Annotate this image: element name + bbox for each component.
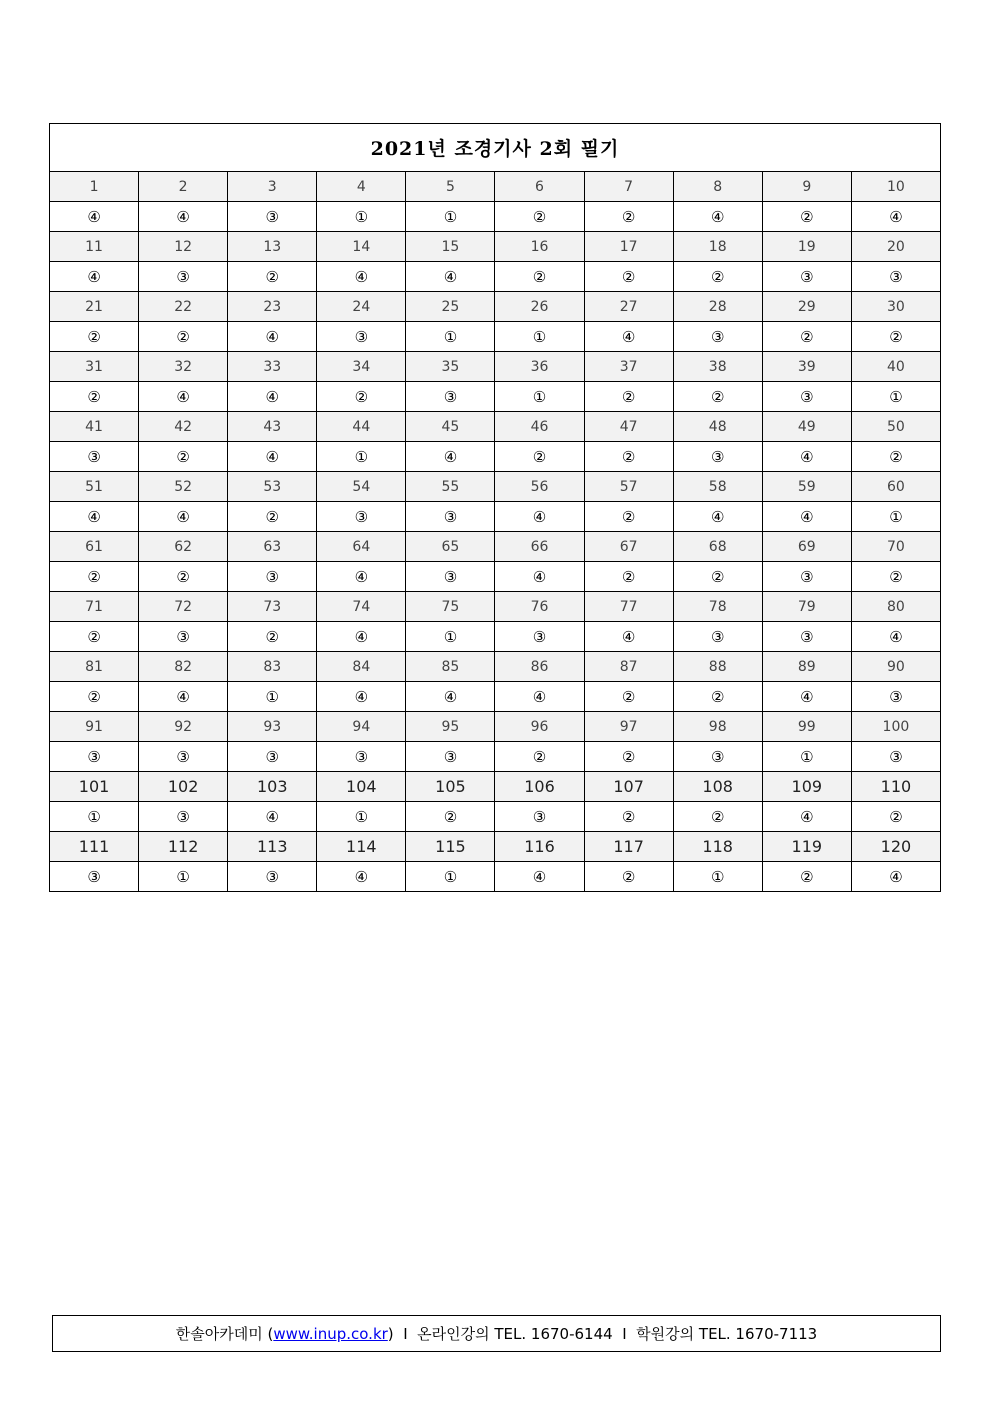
question-number: 104: [317, 772, 406, 802]
question-number: 90: [851, 652, 940, 682]
website-link[interactable]: www.inup.co.kr: [273, 1324, 388, 1343]
answer-cell: ③: [406, 562, 495, 592]
question-number-row: [50, 532, 941, 562]
question-number: 78: [673, 592, 762, 622]
question-number: 42: [139, 412, 228, 442]
answer-cell: ④: [228, 382, 317, 412]
question-number: 27: [584, 292, 673, 322]
question-number: 8: [673, 172, 762, 202]
answer-cell: ③: [228, 742, 317, 772]
answer-cell: ④: [317, 262, 406, 292]
question-number-row: [50, 772, 941, 802]
question-number: 43: [228, 412, 317, 442]
answer-row: [50, 502, 941, 532]
answer-cell: ②: [584, 742, 673, 772]
question-number-row: [50, 412, 941, 442]
answer-row: [50, 562, 941, 592]
answer-cell: ③: [406, 502, 495, 532]
question-number: 66: [495, 532, 584, 562]
question-number: 110: [851, 772, 940, 802]
answer-cell: ④: [584, 622, 673, 652]
question-number: 62: [139, 532, 228, 562]
answer-cell: ④: [406, 262, 495, 292]
answer-cell: ③: [228, 202, 317, 232]
question-number: 80: [851, 592, 940, 622]
answer-cell: ②: [50, 562, 139, 592]
answer-cell: ④: [228, 802, 317, 832]
question-number: 50: [851, 412, 940, 442]
title-row: [50, 124, 941, 172]
question-number: 44: [317, 412, 406, 442]
answer-cell: ③: [406, 382, 495, 412]
answer-cell: ③: [762, 262, 851, 292]
answer-cell: ②: [50, 382, 139, 412]
answer-cell: ①: [673, 862, 762, 892]
answer-cell: ③: [495, 622, 584, 652]
question-number: 5: [406, 172, 495, 202]
question-number: 55: [406, 472, 495, 502]
answer-row: [50, 202, 941, 232]
answer-row: [50, 862, 941, 892]
footer-academy-tel: 학원강의 TEL. 1670-7113: [636, 1325, 818, 1343]
answer-cell: ①: [406, 202, 495, 232]
question-number: 24: [317, 292, 406, 322]
answer-cell: ④: [317, 682, 406, 712]
question-number: 29: [762, 292, 851, 322]
answer-cell: ③: [673, 442, 762, 472]
answer-cell: ④: [139, 502, 228, 532]
answer-cell: ③: [851, 262, 940, 292]
answer-cell: ②: [495, 262, 584, 292]
answer-cell: ②: [495, 742, 584, 772]
answer-cell: ③: [851, 742, 940, 772]
question-number: 57: [584, 472, 673, 502]
answer-cell: ④: [851, 202, 940, 232]
answer-cell: ④: [317, 622, 406, 652]
question-number: 65: [406, 532, 495, 562]
answer-cell: ①: [228, 682, 317, 712]
question-number: 33: [228, 352, 317, 382]
answer-cell: ①: [317, 802, 406, 832]
question-number: 76: [495, 592, 584, 622]
question-number: 20: [851, 232, 940, 262]
question-number: 1: [50, 172, 139, 202]
answer-cell: ①: [851, 502, 940, 532]
answer-cell: ②: [584, 202, 673, 232]
answer-cell: ②: [762, 202, 851, 232]
question-number: 18: [673, 232, 762, 262]
question-number: 74: [317, 592, 406, 622]
question-number: 16: [495, 232, 584, 262]
answer-row: [50, 442, 941, 472]
question-number: 31: [50, 352, 139, 382]
answer-cell: ④: [762, 682, 851, 712]
answer-cell: ③: [317, 502, 406, 532]
question-number: 68: [673, 532, 762, 562]
question-number: 51: [50, 472, 139, 502]
question-number: 56: [495, 472, 584, 502]
question-number: 94: [317, 712, 406, 742]
question-number: 72: [139, 592, 228, 622]
question-number: 88: [673, 652, 762, 682]
question-number: 81: [50, 652, 139, 682]
question-number: 114: [317, 832, 406, 862]
footer-separator: I: [612, 1324, 637, 1343]
question-number: 63: [228, 532, 317, 562]
answer-cell: ①: [317, 442, 406, 472]
answer-table: [49, 123, 941, 892]
answer-cell: ②: [50, 622, 139, 652]
answer-cell: ③: [139, 262, 228, 292]
answer-cell: ①: [495, 322, 584, 352]
question-number: 97: [584, 712, 673, 742]
answer-cell: ③: [317, 742, 406, 772]
question-number: 89: [762, 652, 851, 682]
question-number: 39: [762, 352, 851, 382]
question-number: 49: [762, 412, 851, 442]
question-number: 2: [139, 172, 228, 202]
question-number: 47: [584, 412, 673, 442]
question-number: 98: [673, 712, 762, 742]
question-number: 92: [139, 712, 228, 742]
question-number: 13: [228, 232, 317, 262]
answer-cell: ④: [50, 202, 139, 232]
question-number: 19: [762, 232, 851, 262]
answer-cell: ②: [762, 862, 851, 892]
answer-cell: ③: [50, 742, 139, 772]
question-number: 118: [673, 832, 762, 862]
answer-row: [50, 382, 941, 412]
question-number-row: [50, 172, 941, 202]
answer-cell: ②: [228, 262, 317, 292]
question-number: 70: [851, 532, 940, 562]
answer-cell: ③: [495, 802, 584, 832]
question-number: 116: [495, 832, 584, 862]
question-number: 106: [495, 772, 584, 802]
question-number: 59: [762, 472, 851, 502]
question-number-row: [50, 592, 941, 622]
answer-cell: ③: [762, 382, 851, 412]
question-number: 71: [50, 592, 139, 622]
question-number: 69: [762, 532, 851, 562]
question-number: 100: [851, 712, 940, 742]
answer-cell: ①: [50, 802, 139, 832]
question-number: 3: [228, 172, 317, 202]
answer-cell: ②: [584, 862, 673, 892]
question-number: 48: [673, 412, 762, 442]
answer-row: [50, 322, 941, 352]
footer-academy: 한솔아카데미 (: [175, 1325, 274, 1343]
answer-cell: ④: [228, 442, 317, 472]
question-number: 22: [139, 292, 228, 322]
question-number: 84: [317, 652, 406, 682]
answer-cell: ④: [139, 682, 228, 712]
page-title: 2021년 조경기사 2회 필기: [50, 124, 941, 172]
answer-cell: ①: [139, 862, 228, 892]
question-number: 93: [228, 712, 317, 742]
answer-cell: ②: [50, 322, 139, 352]
answer-cell: ②: [139, 442, 228, 472]
question-number: 67: [584, 532, 673, 562]
answer-cell: ②: [673, 562, 762, 592]
question-number: 23: [228, 292, 317, 322]
question-number: 30: [851, 292, 940, 322]
question-number: 34: [317, 352, 406, 382]
answer-cell: ④: [762, 802, 851, 832]
answer-cell: ④: [406, 442, 495, 472]
answer-cell: ③: [673, 322, 762, 352]
answer-cell: ④: [762, 442, 851, 472]
question-number: 25: [406, 292, 495, 322]
answer-cell: ②: [228, 622, 317, 652]
answer-cell: ②: [584, 502, 673, 532]
answer-cell: ②: [584, 802, 673, 832]
question-number-row: [50, 652, 941, 682]
answer-cell: ④: [762, 502, 851, 532]
answer-cell: ③: [673, 622, 762, 652]
answer-cell: ①: [406, 862, 495, 892]
answer-cell: ④: [584, 322, 673, 352]
answer-cell: ②: [673, 382, 762, 412]
question-number: 107: [584, 772, 673, 802]
footer-paren: ): [387, 1324, 394, 1343]
answer-cell: ②: [584, 442, 673, 472]
answer-cell: ②: [851, 442, 940, 472]
answer-cell: ③: [406, 742, 495, 772]
answer-cell: ①: [406, 622, 495, 652]
answer-cell: ③: [228, 862, 317, 892]
answer-cell: ②: [673, 262, 762, 292]
answer-cell: ①: [406, 322, 495, 352]
answer-cell: ②: [406, 802, 495, 832]
footer-separator: I: [393, 1324, 418, 1343]
answer-row: [50, 262, 941, 292]
question-number: 11: [50, 232, 139, 262]
question-number: 99: [762, 712, 851, 742]
answer-cell: ②: [762, 322, 851, 352]
footer-online-tel: 온라인강의 TEL. 1670-6144: [417, 1325, 613, 1343]
question-number: 82: [139, 652, 228, 682]
answer-cell: ③: [228, 562, 317, 592]
answer-cell: ②: [584, 382, 673, 412]
question-number-row: [50, 352, 941, 382]
answer-cell: ②: [851, 802, 940, 832]
question-number-row: [50, 232, 941, 262]
question-number: 61: [50, 532, 139, 562]
question-number: 60: [851, 472, 940, 502]
question-number: 10: [851, 172, 940, 202]
question-number: 120: [851, 832, 940, 862]
question-number: 40: [851, 352, 940, 382]
answer-cell: ③: [851, 682, 940, 712]
question-number: 37: [584, 352, 673, 382]
question-number: 111: [50, 832, 139, 862]
question-number: 32: [139, 352, 228, 382]
question-number: 14: [317, 232, 406, 262]
answer-cell: ④: [495, 682, 584, 712]
question-number: 9: [762, 172, 851, 202]
question-number: 7: [584, 172, 673, 202]
answer-cell: ③: [317, 322, 406, 352]
answer-cell: ②: [139, 322, 228, 352]
answer-cell: ②: [495, 442, 584, 472]
footer: [52, 1315, 941, 1352]
answer-cell: ①: [495, 382, 584, 412]
question-number-row: [50, 832, 941, 862]
answer-cell: ④: [139, 382, 228, 412]
answer-cell: ②: [673, 682, 762, 712]
question-number: 87: [584, 652, 673, 682]
question-number: 91: [50, 712, 139, 742]
question-number: 113: [228, 832, 317, 862]
answer-cell: ④: [495, 502, 584, 532]
answer-cell: ②: [851, 562, 940, 592]
answer-cell: ④: [317, 562, 406, 592]
question-number: 21: [50, 292, 139, 322]
question-number: 26: [495, 292, 584, 322]
question-number: 103: [228, 772, 317, 802]
answer-cell: ④: [317, 862, 406, 892]
answer-cell: ②: [584, 262, 673, 292]
answer-row: [50, 742, 941, 772]
question-number: 17: [584, 232, 673, 262]
answer-cell: ②: [317, 382, 406, 412]
question-number: 35: [406, 352, 495, 382]
answer-cell: ②: [584, 682, 673, 712]
question-number: 53: [228, 472, 317, 502]
answer-cell: ②: [584, 562, 673, 592]
question-number: 101: [50, 772, 139, 802]
answer-cell: ④: [139, 202, 228, 232]
question-number: 105: [406, 772, 495, 802]
answer-cell: ④: [228, 322, 317, 352]
question-number: 46: [495, 412, 584, 442]
answer-cell: ④: [406, 682, 495, 712]
question-number: 112: [139, 832, 228, 862]
question-number: 83: [228, 652, 317, 682]
answer-cell: ①: [851, 382, 940, 412]
question-number: 79: [762, 592, 851, 622]
answer-cell: ②: [228, 502, 317, 532]
question-number: 38: [673, 352, 762, 382]
question-number: 73: [228, 592, 317, 622]
question-number: 119: [762, 832, 851, 862]
question-number: 15: [406, 232, 495, 262]
question-number: 75: [406, 592, 495, 622]
question-number: 96: [495, 712, 584, 742]
question-number: 95: [406, 712, 495, 742]
answer-cell: ④: [851, 862, 940, 892]
answer-cell: ④: [851, 622, 940, 652]
question-number: 4: [317, 172, 406, 202]
answer-cell: ②: [139, 562, 228, 592]
answer-cell: ②: [851, 322, 940, 352]
question-number: 58: [673, 472, 762, 502]
question-number: 77: [584, 592, 673, 622]
answer-cell: ①: [762, 742, 851, 772]
question-number: 6: [495, 172, 584, 202]
answer-row: [50, 682, 941, 712]
answer-cell: ③: [139, 622, 228, 652]
answer-cell: ④: [495, 862, 584, 892]
question-number: 45: [406, 412, 495, 442]
question-number: 54: [317, 472, 406, 502]
answer-cell: ④: [495, 562, 584, 592]
answer-cell: ④: [50, 262, 139, 292]
answer-cell: ②: [673, 802, 762, 832]
answer-cell: ③: [139, 802, 228, 832]
answer-cell: ③: [762, 562, 851, 592]
question-number: 41: [50, 412, 139, 442]
question-number: 117: [584, 832, 673, 862]
question-number-row: [50, 712, 941, 742]
question-number: 52: [139, 472, 228, 502]
answer-row: [50, 622, 941, 652]
question-number: 108: [673, 772, 762, 802]
answer-cell: ②: [495, 202, 584, 232]
question-number: 85: [406, 652, 495, 682]
answer-cell: ②: [50, 682, 139, 712]
question-number: 36: [495, 352, 584, 382]
answer-cell: ③: [50, 862, 139, 892]
question-number: 102: [139, 772, 228, 802]
question-number-row: [50, 292, 941, 322]
question-number: 64: [317, 532, 406, 562]
answer-cell: ①: [317, 202, 406, 232]
answer-cell: ④: [673, 502, 762, 532]
answer-cell: ③: [139, 742, 228, 772]
answer-row: [50, 802, 941, 832]
question-number: 86: [495, 652, 584, 682]
question-number: 28: [673, 292, 762, 322]
question-number: 109: [762, 772, 851, 802]
question-number: 115: [406, 832, 495, 862]
answer-cell: ④: [50, 502, 139, 532]
question-number: 12: [139, 232, 228, 262]
answer-cell: ③: [673, 742, 762, 772]
answer-cell: ③: [762, 622, 851, 652]
answer-cell: ④: [673, 202, 762, 232]
answer-cell: ③: [50, 442, 139, 472]
question-number-row: [50, 472, 941, 502]
